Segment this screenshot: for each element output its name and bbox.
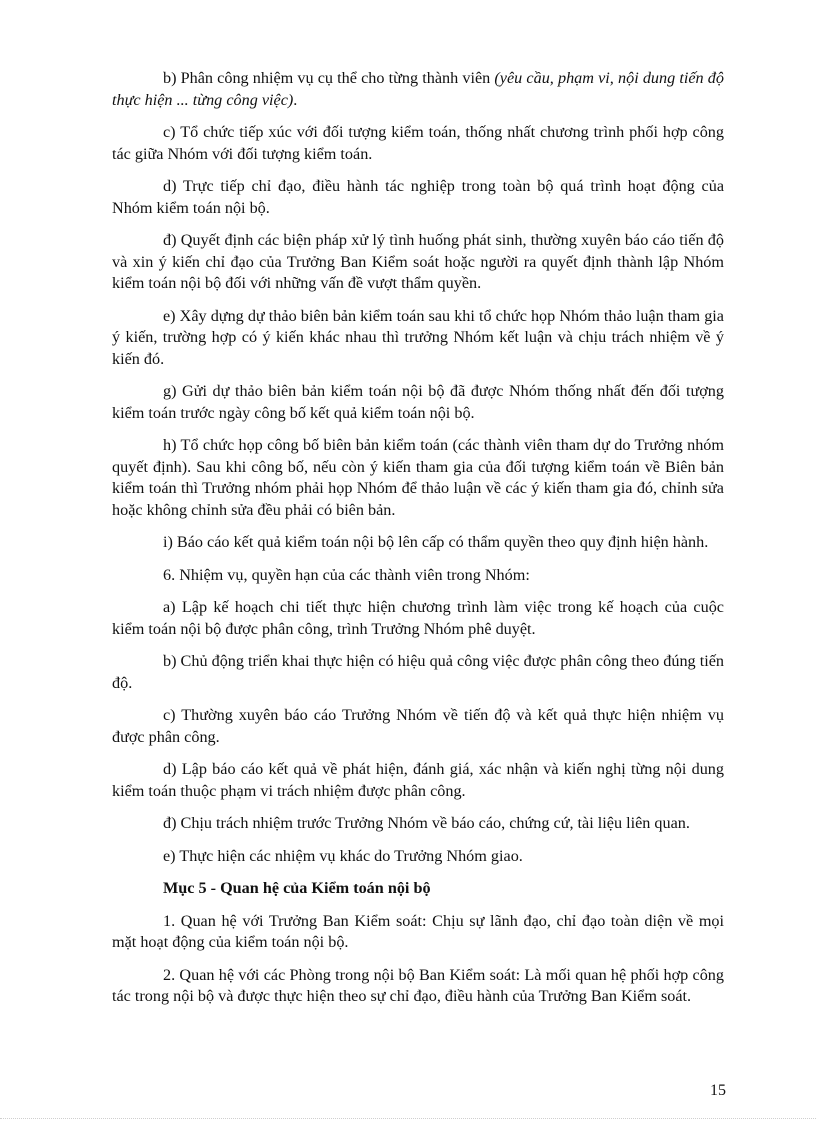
paragraph-c-report-progress: c) Thường xuyên báo cáo Trưởng Nhóm về tiến độ và kết quả thực hiện nhiệm vụ được phân công. xyxy=(112,706,724,746)
paragraph-2-relation-departments: 2. Quan hệ với các Phòng trong nội bộ Ban Kiểm soát: Là mối quan hệ phối hợp công tác trong nội bộ và được thực hiện theo sự chỉ đạo, điều hành của Trưởng Ban Kiểm soát. xyxy=(112,965,724,1005)
paragraph-1-relation-head: 1. Quan hệ với Trưởng Ban Kiểm soát: Chịu sự lãnh đạo, chỉ đạo toàn diện về mọi mặt hoạt động của kiểm toán nội bộ. xyxy=(112,911,724,951)
paragraph-h-announce: h) Tổ chức họp công bố biên bản kiểm toán (các thành viên tham dự do Trưởng nhóm quyết định). Sau khi công bố, nếu còn ý kiến tham gia của đối tượng kiểm toán về Biên bản kiểm toán thì Trưởng nhóm phải họp Nhóm để thảo luận về các ý kiến tham gia đó, chỉnh sửa hoặc không chỉnh sửa đều phải có biên bản. xyxy=(112,436,724,519)
page-number: 15 xyxy=(710,1082,726,1099)
paragraph-d-results: d) Lập báo cáo kết quả về phát hiện, đánh giá, xác nhận và kiến nghị từng nội dung kiểm toán thuộc phạm vi trách nhiệm được phân công. xyxy=(112,760,724,800)
paragraph-dd-decide: đ) Quyết định các biện pháp xử lý tình huống phát sinh, thường xuyên báo cáo tiến độ và xin ý kiến chỉ đạo của Trưởng Ban Kiểm soát hoặc người ra quyết định thành lập Nhóm kiểm toán nội bộ đối với những vấn đề vượt thẩm quyền. xyxy=(112,231,724,292)
paragraph-italic-text: (yêu cầu, phạm vi, nội dung tiến độ thực hiện ... từng công việc) xyxy=(112,69,724,109)
paragraph-a-plan: a) Lập kế hoạch chi tiết thực hiện chương trình làm việc trong kế hoạch của cuộc kiểm toán nội bộ được phân công, trình Trưởng Nhóm phê duyệt. xyxy=(112,598,724,638)
paragraph-i-report: i) Báo cáo kết quả kiểm toán nội bộ lên cấp có thẩm quyền theo quy định hiện hành. xyxy=(163,533,709,551)
paragraph-b-assign-tasks xyxy=(112,68,724,111)
paragraph-6-member-duties: 6. Nhiệm vụ, quyền hạn của các thành viên trong Nhóm: xyxy=(163,565,530,584)
paragraph-dd-responsibility: đ) Chịu trách nhiệm trước Trưởng Nhóm về báo cáo, chứng cứ, tài liệu liên quan. xyxy=(163,814,690,832)
paragraph-c-contact: c) Tổ chức tiếp xúc với đối tượng kiểm toán, thống nhất chương trình phối hợp công tác giữa Nhóm với đối tượng kiểm toán. xyxy=(112,123,724,163)
paragraph-g-send-draft: g) Gửi dự thảo biên bản kiểm toán nội bộ đã được Nhóm thống nhất đến đối tượng kiểm toán trước ngày công bố kết quả kiểm toán nội bộ. xyxy=(112,382,724,422)
paragraph-e-draft: e) Xây dựng dự thảo biên bản kiểm toán sau khi tổ chức họp Nhóm thảo luận tham gia ý kiến, trường hợp có ý kiến khác nhau thì trưởng Nhóm kết luận và chịu trách nhiệm về ý kiến đó. xyxy=(112,306,724,368)
paragraph-text: b) Phân công nhiệm vụ cụ thể cho từng thành viên xyxy=(163,69,495,87)
paragraph-b-implement: b) Chủ động triển khai thực hiện có hiệu quả công việc được phân công theo đúng tiến độ. xyxy=(112,652,724,692)
paragraph-e-other-tasks: e) Thực hiện các nhiệm vụ khác do Trưởng Nhóm giao. xyxy=(163,846,523,865)
paragraph-trailing-text: . xyxy=(293,90,298,109)
paragraph-d-direct: d) Trực tiếp chỉ đạo, điều hành tác nghiệp trong toàn bộ quá trình hoạt động của Nhóm kiểm toán nội bộ. xyxy=(112,177,724,217)
section-heading: Mục 5 - Quan hệ của Kiểm toán nội bộ xyxy=(163,879,431,897)
footer-divider xyxy=(0,1118,816,1119)
